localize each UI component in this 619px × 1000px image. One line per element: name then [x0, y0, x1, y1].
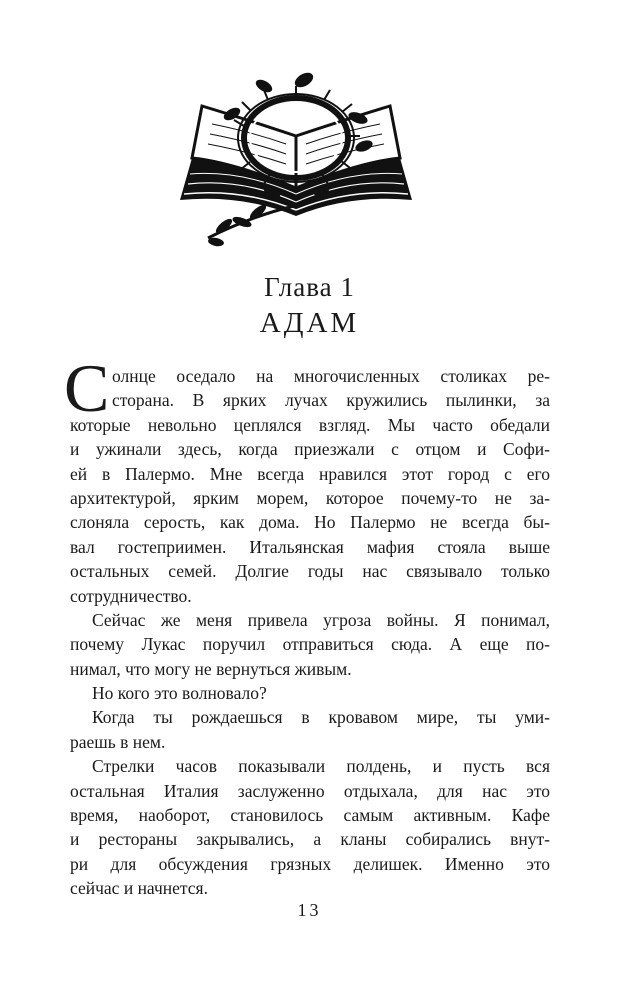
page-number: 13 [297, 900, 322, 920]
text-line: время, наоборот, становилось самым активным. Кафе [70, 805, 550, 826]
text-line: сотрудничество. [70, 585, 192, 606]
text-line: ри для обсуждения грязных делишек. Именно это [70, 853, 550, 874]
text-line: Сейчас же меня привела угроза войны. Я понимал, [92, 609, 550, 630]
text-line: и рестораны закрывались, а кланы собирались внут- [70, 829, 550, 850]
text-line: вал гостеприимен. Итальянская мафия стояла выше [70, 536, 550, 557]
text-line: ей в Палермо. Мне всегда нравился этот город с его [70, 463, 550, 484]
text-line: олнце оседало на многочисленных столиках ре- [112, 366, 550, 386]
paragraph [70, 705, 550, 754]
text-line: почему Лукас поручил отправиться сюда. А еще по- [70, 634, 550, 655]
paragraph [70, 608, 550, 681]
text-line: сейчас и начнется. [70, 878, 208, 899]
text-line: Но кого это волновало? [92, 683, 267, 704]
drop-cap: С [64, 350, 110, 426]
paragraph [64, 350, 550, 608]
text-line: остальная Италия заслуженно отдыхала, для нас это [70, 780, 550, 801]
text-line: нимал, что могу не вернуться живым. [70, 658, 352, 679]
text-line: которые невольно цеплялся взгляд. Мы часто обедали [70, 414, 550, 435]
chapter-label: Глава 1 [264, 272, 355, 302]
text-line: Когда ты рождаешься в кровавом мире, ты уми- [92, 707, 550, 728]
text-line: остальных семей. Долгие годы нас связывало только [70, 561, 550, 582]
text-line: Стрелки часов показывали полдень, и пусть вся [92, 756, 550, 777]
text-line: и ужинали здесь, когда приезжали с отцом и Софи- [70, 439, 550, 460]
text-line: архитектурой, ярким морем, которое почему-то не за- [70, 487, 550, 508]
chapter-body-text [64, 350, 550, 901]
chapter-heading [0, 272, 619, 340]
text-line: сторана. В ярких лучах кружились пылинки, за [112, 390, 550, 411]
book-thorn-wreath-icon [172, 66, 420, 248]
paragraph [70, 681, 550, 705]
text-line: слоняла серость, как дома. Но Палермо не всегда бы- [70, 512, 550, 533]
paragraph [70, 754, 550, 900]
chapter-name: АДАМ [259, 307, 360, 339]
text-line: раешь в нем. [70, 731, 166, 752]
